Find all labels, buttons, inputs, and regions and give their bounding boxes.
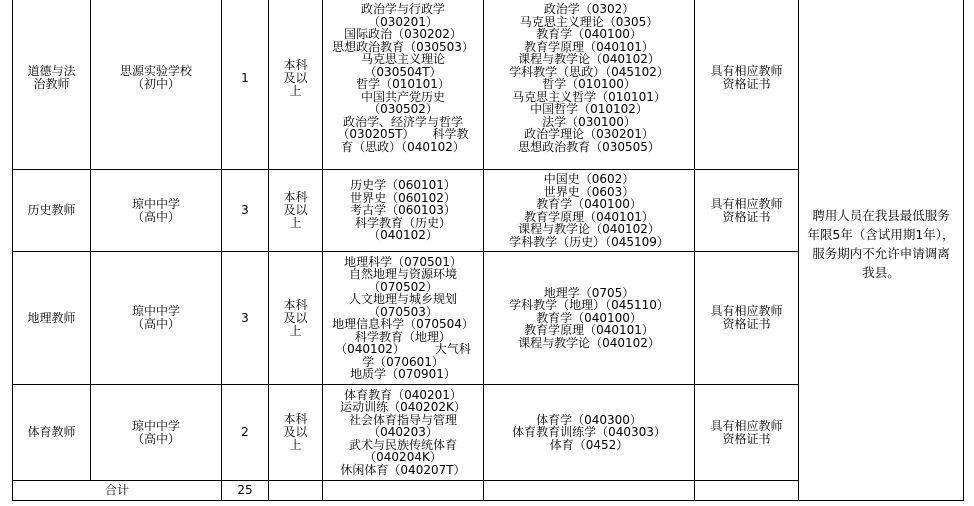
text-line: 教育学原理（040101）	[524, 39, 654, 54]
text-line: 马克思主义理论（0305）	[519, 14, 659, 29]
grad-major-cell	[484, 0, 695, 170]
text-line: 世界史（060102）	[350, 190, 456, 205]
cell-lines	[91, 420, 221, 446]
text-line: 思源实验学校	[119, 64, 192, 78]
text-line: （070502）	[368, 279, 438, 294]
empty-cell	[695, 481, 799, 501]
text-line: 国际政治（030202）	[344, 27, 462, 41]
cell-lines	[484, 173, 694, 248]
text-line: 琼中中学	[131, 196, 180, 211]
text-line: 课程与教学论（040102）	[518, 52, 660, 66]
text-line: （高中）	[131, 431, 180, 446]
cell-lines	[695, 198, 798, 224]
text-line: （初中）	[131, 77, 180, 91]
text-line: 马克思主义哲学（010101）	[512, 89, 666, 104]
text-line: 具有相应教师	[710, 196, 783, 211]
text-line: （040204K）	[364, 450, 442, 465]
text-line: 地质学（070901）	[350, 367, 456, 381]
text-line: 本科	[283, 190, 308, 204]
school-cell	[91, 252, 222, 385]
cell-lines	[91, 65, 221, 91]
cell-lines	[13, 426, 90, 439]
cell-lines	[13, 312, 90, 325]
cell-lines	[323, 3, 483, 153]
grad-major-cell	[484, 252, 695, 385]
cell-lines	[91, 305, 221, 331]
text-line: 育（思政）（040102）	[341, 139, 465, 154]
cell-lines	[323, 256, 483, 381]
text-line: （040102） 大气科	[335, 342, 471, 356]
text-line: 历史教师	[27, 203, 76, 217]
text-line: 思想政治教育（030505）	[518, 139, 660, 154]
cell-lines	[269, 59, 322, 98]
text-line: 中国哲学（010102）	[530, 102, 648, 116]
qualification-cell	[695, 170, 799, 252]
cell-lines	[484, 3, 694, 153]
text-line: 及以	[283, 310, 308, 325]
text-line: 教育学原理（040101）	[524, 209, 654, 224]
grad-major-cell	[484, 385, 695, 481]
text-line: （030201）	[368, 14, 438, 29]
text-line: 教育学原理（040101）	[524, 323, 654, 338]
text-line: 地理学（0705）	[543, 285, 635, 300]
text-line: 武术与民族传统体育	[348, 437, 457, 452]
count-cell: 2	[222, 385, 269, 481]
text-line: 中国共产党历史	[360, 89, 445, 104]
qualification-cell	[695, 0, 799, 170]
count-cell: 3	[222, 252, 269, 385]
table-body	[13, 0, 964, 501]
text-line: 及以	[283, 203, 308, 217]
text-line: 科学教育（历史）	[354, 215, 451, 230]
text-line: 政治学理论（030201）	[524, 127, 654, 141]
text-line: 哲学（010100）	[542, 77, 636, 91]
cell-lines	[695, 65, 798, 91]
text-line: 琼中中学	[131, 418, 180, 433]
text-line: 学（070601）	[362, 354, 444, 369]
grad-major-cell	[484, 170, 695, 252]
text-line: 本科	[283, 297, 308, 312]
text-line: 学科教学（思政）（045102）	[509, 64, 669, 79]
text-line: 政治学（0302）	[543, 2, 635, 16]
total-label: 合计	[13, 481, 222, 501]
text-line: （040102）	[368, 228, 438, 243]
text-line: 体育教育（040201）	[344, 387, 462, 402]
education-cell	[269, 252, 323, 385]
cell-lines	[13, 204, 90, 217]
undergrad-major-cell	[323, 0, 484, 170]
cell-lines	[269, 413, 322, 452]
post-cell	[13, 0, 91, 170]
text-line: 具有相应教师	[710, 64, 783, 78]
cell-lines	[484, 414, 694, 452]
undergrad-major-cell	[323, 252, 484, 385]
text-line: 教育学（040100）	[536, 310, 642, 325]
count-cell: 1	[222, 0, 269, 170]
text-line: 世界史（0603）	[543, 184, 635, 199]
text-line: 体育教育训练学（040303）	[512, 425, 666, 440]
remark-text: 聘用人员在我县最低服务年限5年（含试用期1年），服务期内不允许申请调离我县。	[807, 207, 955, 280]
qualification-cell	[695, 385, 799, 481]
text-line: 马克思主义理论	[360, 52, 445, 66]
cell-lines	[269, 299, 322, 338]
text-line: 课程与教学论（040102）	[518, 335, 660, 350]
text-line: 地理教师	[27, 310, 76, 325]
text-line: 运动训练（040202K）	[340, 400, 466, 415]
school-cell	[91, 170, 222, 252]
text-line: 政治学与行政学	[360, 2, 445, 16]
cell-lines	[695, 420, 798, 446]
cell-lines	[484, 287, 694, 350]
school-cell	[91, 385, 222, 481]
text-line: 及以	[283, 70, 308, 85]
text-line: 琼中中学	[131, 304, 180, 318]
text-line: 具有相应教师	[710, 418, 783, 433]
text-line: 思想政治教育（030503）	[332, 39, 474, 54]
text-line: 上	[289, 216, 302, 230]
cell-lines	[91, 198, 221, 224]
cell-lines	[269, 191, 322, 230]
table-row	[13, 0, 964, 170]
text-line: 体育教师	[27, 425, 76, 439]
count-cell: 3	[222, 170, 269, 252]
text-line: （高中）	[131, 209, 180, 224]
empty-cell	[484, 481, 695, 501]
total-count: 25	[222, 481, 269, 501]
text-line: 地理信息科学（070504）	[332, 317, 474, 331]
cell-lines	[323, 389, 483, 477]
text-line: 上	[289, 323, 302, 338]
education-cell	[269, 170, 323, 252]
text-line: （040203）	[368, 425, 438, 440]
text-line: 体育（0452）	[549, 437, 629, 452]
text-line: 社会体育指导与管理	[348, 412, 457, 427]
text-line: 资格证书	[722, 209, 771, 224]
cell-lines	[323, 179, 483, 242]
text-line: 资格证书	[722, 431, 771, 446]
cell-lines	[695, 305, 798, 331]
education-cell	[269, 385, 323, 481]
undergrad-major-cell	[323, 385, 484, 481]
text-line: 地理科学（070501）	[344, 254, 462, 269]
text-line: （030502）	[368, 102, 438, 116]
post-cell	[13, 252, 91, 385]
text-line: 教育学（040100）	[536, 197, 642, 211]
text-line: 自然地理与资源环境	[348, 267, 457, 281]
education-cell	[269, 0, 323, 170]
text-line: 体育学（040300）	[536, 412, 642, 427]
text-line: 历史学（060101）	[350, 178, 456, 193]
text-line: （高中）	[131, 317, 180, 331]
text-line: 资格证书	[722, 317, 771, 331]
empty-cell	[323, 481, 484, 501]
text-line: 资格证书	[722, 77, 771, 91]
text-line: 上	[289, 438, 302, 452]
text-line: 中国史（0602）	[543, 172, 635, 186]
text-line: 本科	[283, 57, 308, 72]
text-line: 人文地理与城乡规划	[348, 292, 457, 306]
school-cell	[91, 0, 222, 170]
text-line: （030205T） 科学教	[337, 127, 469, 141]
text-line: 学科教学（地理）（045110）	[509, 298, 669, 313]
text-line: （070503）	[368, 304, 438, 319]
text-line: （030504T）	[364, 64, 442, 79]
recruitment-table	[12, 0, 964, 501]
text-line: 道德与法	[27, 64, 76, 78]
text-line: 教育学（040100）	[536, 27, 642, 41]
remark-cell	[799, 0, 964, 501]
text-line: 政治学、经济学与哲学	[342, 114, 463, 129]
cell-lines	[13, 65, 90, 91]
post-cell	[13, 385, 91, 481]
text-line: 课程与教学论（040102）	[518, 222, 660, 236]
text-line: 哲学（010101）	[356, 77, 450, 91]
text-line: 学科教学（历史）（045109）	[509, 234, 669, 249]
post-cell	[13, 170, 91, 252]
text-line: 科学教育（地理）	[354, 329, 451, 344]
text-line: 上	[289, 83, 302, 98]
text-line: 考古学（060103）	[350, 203, 456, 218]
empty-cell	[269, 481, 323, 501]
text-line: 休闲体育（040207T）	[340, 462, 466, 477]
undergrad-major-cell	[323, 170, 484, 252]
text-line: 本科	[283, 412, 308, 426]
text-line: 及以	[283, 425, 308, 439]
text-line: 法学（030100）	[542, 114, 636, 129]
text-line: 治教师	[33, 77, 70, 91]
qualification-cell	[695, 252, 799, 385]
text-line: 具有相应教师	[710, 304, 783, 318]
